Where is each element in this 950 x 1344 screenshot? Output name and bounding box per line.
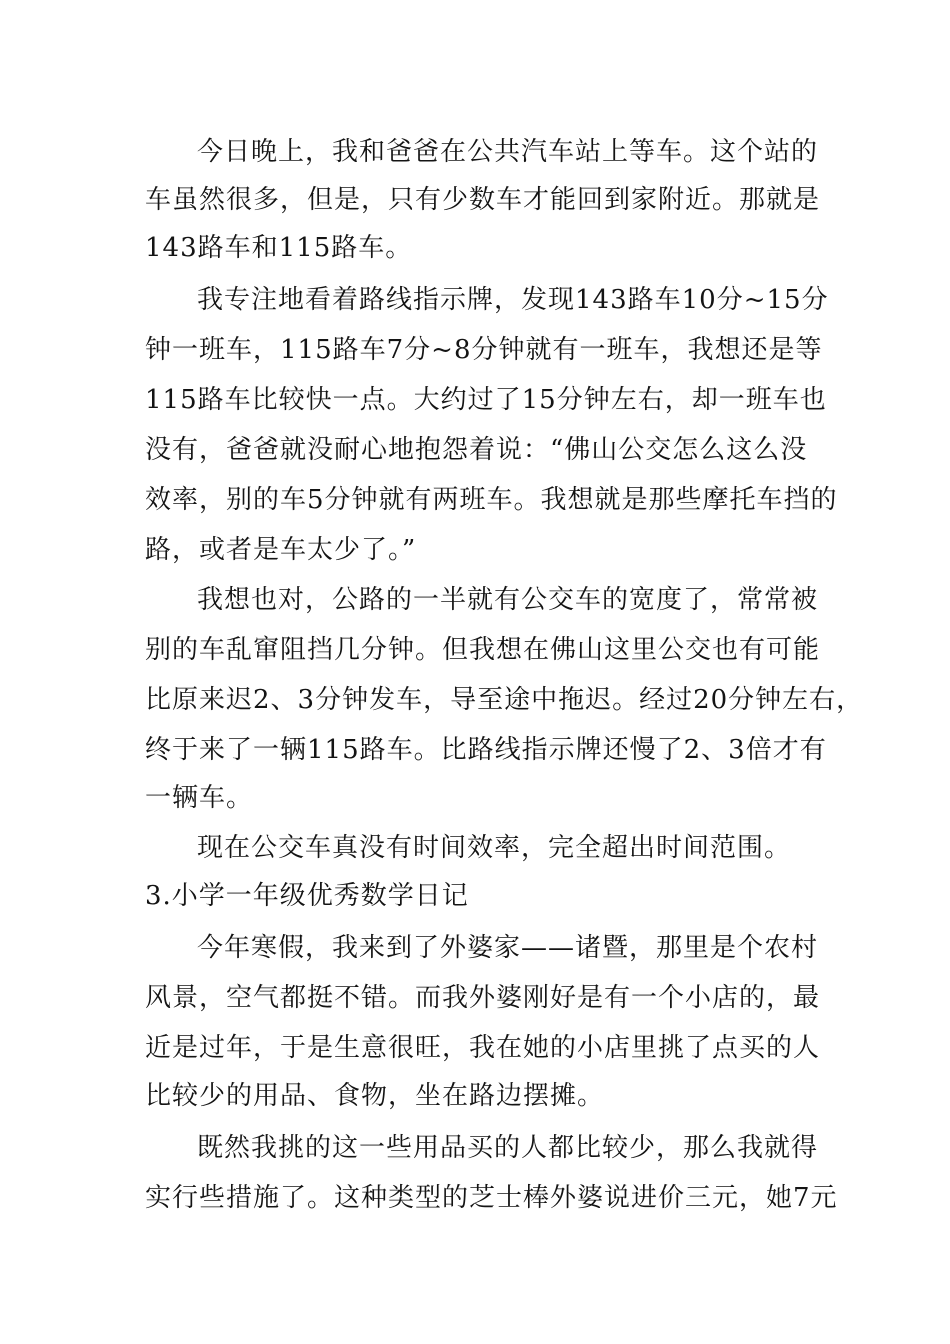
text-line: 比较少的用品、食物，坐在路边摆摊。 [145, 1081, 605, 1111]
section-heading: 3.小学一年级优秀数学日记 [145, 881, 469, 911]
text-line: 车虽然很多，但是，只有少数车才能回到家附近。那就是 [145, 185, 821, 215]
text-line: 风景，空气都挺不错。而我外婆刚好是有一个小店的，最 [145, 983, 821, 1013]
text-line: 既然我挑的这一些用品买的人都比较少，那么我就得 [197, 1133, 819, 1163]
text-line: 效率，别的车5分钟就有两班车。我想就是那些摩托车挡的 [145, 485, 838, 515]
text-line: 实行些措施了。这种类型的芝士棒外婆说进价三元，她7元 [145, 1183, 838, 1213]
text-line: 别的车乱窜阻挡几分钟。但我想在佛山这里公交也有可能 [145, 635, 821, 665]
text-line: 路，或者是车太少了。” [145, 535, 417, 565]
text-line: 近是过年，于是生意很旺，我在她的小店里挑了点买的人 [145, 1033, 821, 1063]
text-line: 终于来了一辆115路车。比路线指示牌还慢了2、3倍才有 [145, 735, 827, 765]
text-line: 143路车和115路车。 [145, 233, 413, 263]
text-line: 今日晚上，我和爸爸在公共汽车站上等车。这个站的 [197, 137, 819, 167]
text-line: 钟一班车，115路车7分~8分钟就有一班车，我想还是等 [145, 335, 823, 365]
text-line: 一辆车。 [145, 783, 254, 813]
text-line: 115路车比较快一点。大约过了15分钟左右，却一班车也 [145, 385, 827, 415]
text-line: 比原来迟2、3分钟发车，导至途中拖迟。经过20分钟左右， [145, 685, 864, 715]
text-line: 我专注地看着路线指示牌，发现143路车10分~15分 [197, 285, 829, 315]
text-line: 我想也对，公路的一半就有公交车的宽度了，常常被 [197, 585, 819, 615]
text-line: 现在公交车真没有时间效率，完全超出时间范围。 [197, 833, 792, 863]
text-line: 没有，爸爸就没耐心地抱怨着说：“佛山公交怎么这么没 [145, 435, 808, 465]
text-line: 今年寒假，我来到了外婆家——诸暨，那里是个农村 [197, 933, 819, 963]
